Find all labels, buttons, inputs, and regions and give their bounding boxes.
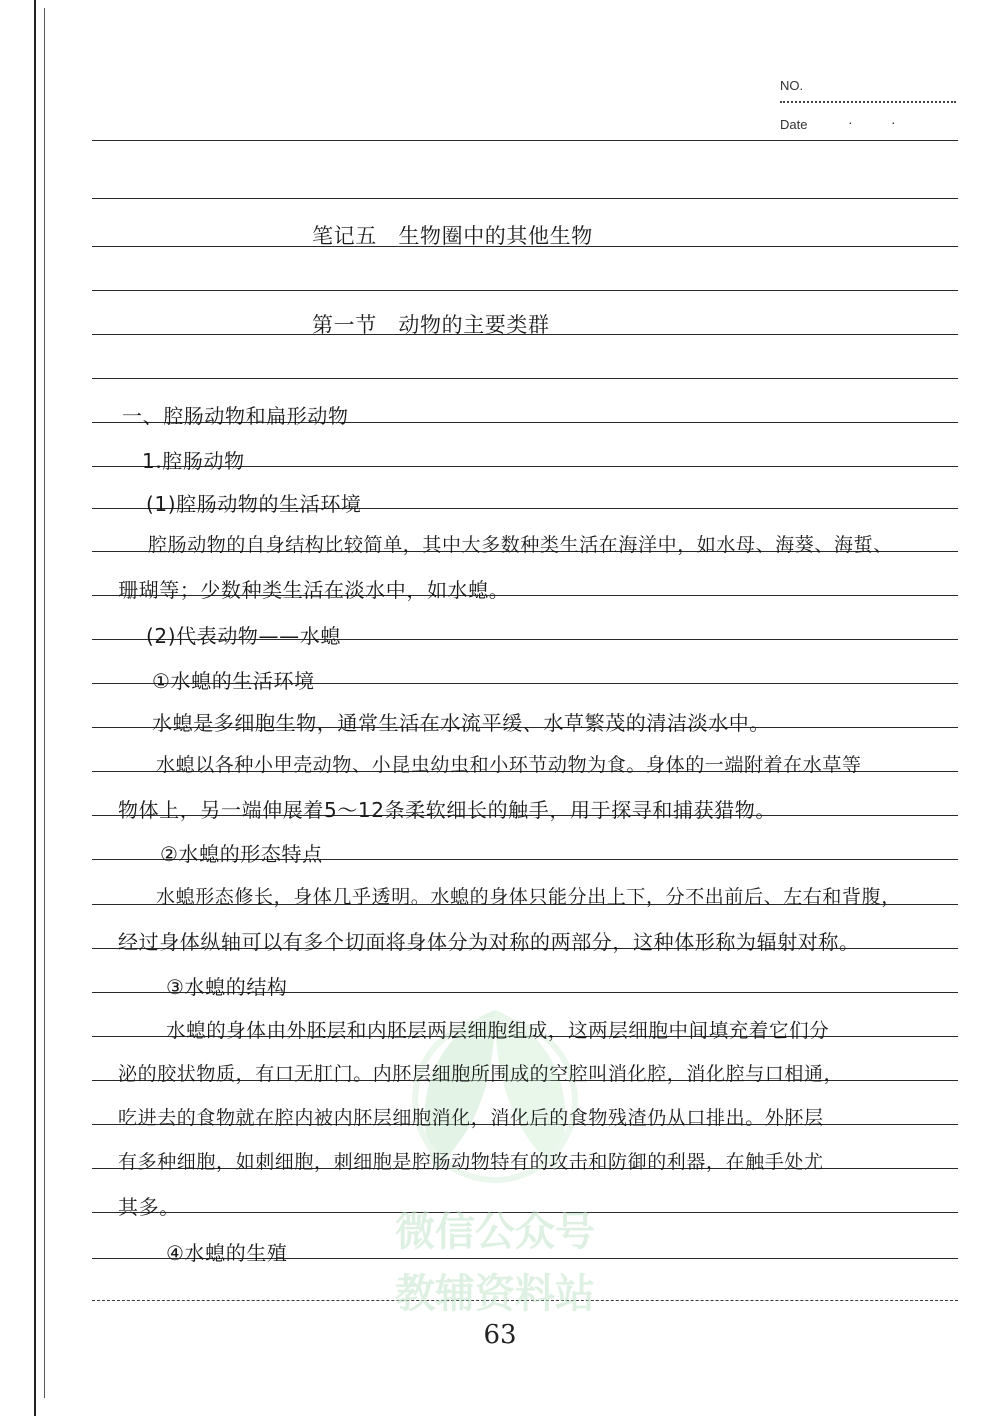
- date-label: Date: [780, 117, 808, 132]
- no-label: NO.: [780, 78, 804, 93]
- ruled-line: [92, 140, 958, 141]
- paragraph-line: 水螅是多细胞生物，通常生活在水流平缓、水草繁茂的清洁淡水中。: [152, 711, 770, 735]
- page-number: 63: [483, 1320, 517, 1350]
- date-dot: ·: [891, 114, 896, 130]
- date-dot: ·: [848, 114, 853, 130]
- heading-4: ④水螅的生殖: [166, 1241, 288, 1265]
- ruled-line: [92, 198, 958, 199]
- heading-3: (1)腔肠动物的生活环境: [146, 492, 362, 516]
- paragraph-line: 其多。: [118, 1195, 180, 1219]
- ruled-line: [92, 290, 958, 291]
- paragraph-line: 物体上，另一端伸展着5～12条柔软细长的触手，用于探寻和捕获猎物。: [118, 798, 776, 822]
- no-dotted-line: [780, 101, 956, 103]
- paragraph-line: 水螅形态修长，身体几乎透明。水螅的身体只能分出上下，分不出前后、左右和背腹，: [156, 886, 901, 908]
- paragraph-line: 腔肠动物的自身结构比较简单，其中大多数种类生活在海洋中，如水母、海葵、海蜇、: [148, 534, 893, 556]
- heading-2: 1.腔肠动物: [142, 449, 245, 473]
- paragraph-line: 水螅的身体由外胚层和内胚层两层细胞组成，这两层细胞中间填充着它们分: [166, 1019, 830, 1042]
- paragraph-line: 泌的胶状物质，有口无肛门。内胚层细胞所围成的空腔叫消化腔，消化腔与口相通，: [118, 1063, 844, 1085]
- heading-1: 一、腔肠动物和扁形动物: [122, 404, 349, 428]
- paragraph-line: 吃进去的食物就在腔内被内胚层细胞消化，消化后的食物残渣仍从口排出。外胚层: [118, 1107, 824, 1129]
- paragraph-line: 水螅以各种小甲壳动物、小昆虫幼虫和小环节动物为食。身体的一端附着在水草等: [156, 754, 862, 776]
- watermark-line-2: 教辅资料站: [395, 1271, 595, 1317]
- watermark-line-1: 微信公众号: [395, 1209, 595, 1255]
- chapter-title: 笔记五 生物圈中的其他生物: [312, 224, 593, 248]
- section-title: 第一节 动物的主要类群: [312, 313, 550, 337]
- ruled-line: [92, 378, 958, 379]
- heading-4: ③水螅的结构: [166, 975, 288, 999]
- paragraph-line: 珊瑚等；少数种类生活在淡水中，如水螅。: [118, 578, 510, 602]
- binding-margin-line: [44, 8, 45, 1398]
- heading-4: ①水螅的生活环境: [152, 669, 315, 693]
- paragraph-line: 经过身体纵轴可以有多个切面将身体分为对称的两部分，这种体形称为辐射对称。: [118, 930, 860, 954]
- binding-edge: [34, 0, 36, 1416]
- heading-4: ②水螅的形态特点: [160, 842, 323, 866]
- paragraph-line: 有多种细胞，如刺细胞，刺细胞是腔肠动物特有的攻击和防御的利器，在触手处尤: [118, 1151, 824, 1173]
- heading-3: (2)代表动物——水螅: [146, 624, 341, 648]
